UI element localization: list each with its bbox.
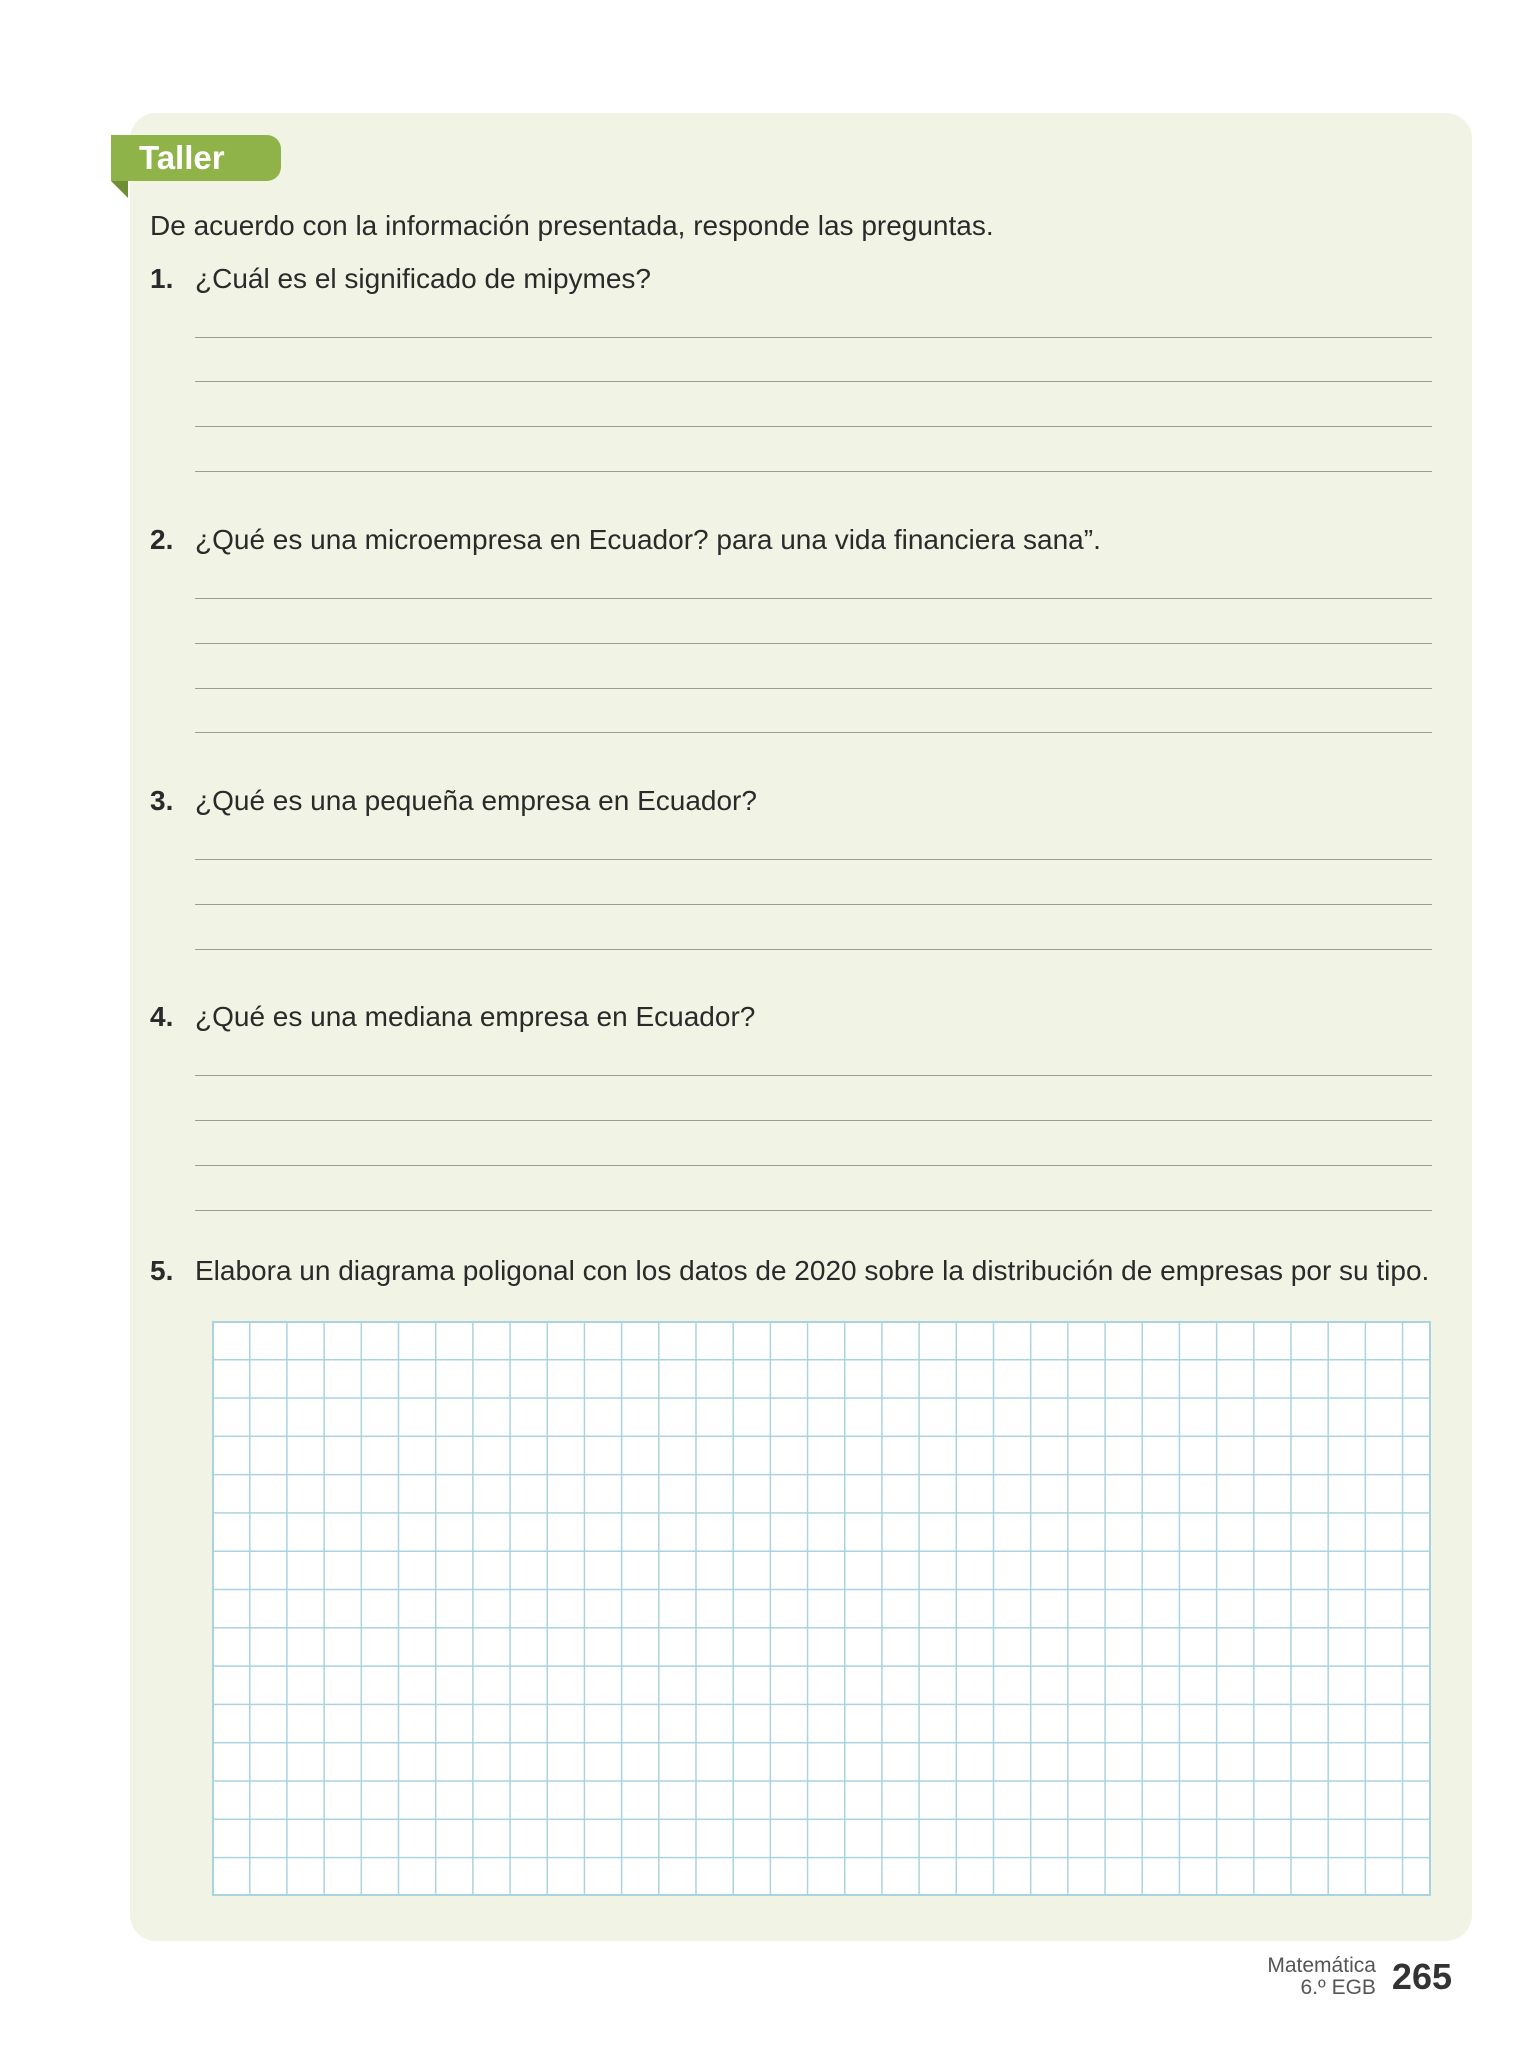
question-text: ¿Qué es una microempresa en Ecuador? para una vida financiera sana”. (195, 524, 1101, 555)
question-1 (150, 261, 651, 297)
footer-subject-block (1267, 1955, 1376, 1999)
answer-line[interactable] (195, 643, 1432, 644)
section-tag: Taller (111, 135, 281, 181)
question-number: 3. (150, 785, 174, 816)
question-3 (150, 783, 757, 819)
page-number: 265 (1391, 1956, 1452, 1997)
instructions: De acuerdo con la información presentada, responde las preguntas. (150, 210, 994, 241)
answer-line[interactable] (195, 337, 1432, 338)
answer-line[interactable] (195, 1210, 1432, 1211)
answer-line[interactable] (195, 426, 1432, 427)
answer-line[interactable] (195, 1165, 1432, 1166)
footer-subject: Matemática (1267, 1954, 1376, 1977)
question-4 (150, 999, 755, 1035)
answer-line[interactable] (195, 598, 1432, 599)
question-text: ¿Cuál es el significado de mipymes? (195, 263, 651, 294)
section-tag-fold (111, 181, 128, 198)
question-text: ¿Qué es una mediana empresa en Ecuador? (195, 1001, 756, 1032)
question-number: 1. (150, 263, 174, 294)
answer-line[interactable] (195, 859, 1432, 860)
question-text: ¿Qué es una pequeña empresa en Ecuador? (195, 785, 757, 816)
answer-line[interactable] (195, 1075, 1432, 1076)
footer-grade: 6.º EGB (1300, 1976, 1376, 1999)
page-footer (1267, 1955, 1452, 1999)
answer-line[interactable] (195, 688, 1432, 689)
answer-line[interactable] (195, 949, 1432, 950)
answer-line[interactable] (195, 1120, 1432, 1121)
graph-paper-grid[interactable] (212, 1321, 1431, 1896)
question-5 (150, 1253, 1429, 1289)
answer-line[interactable] (195, 471, 1432, 472)
answer-line[interactable] (195, 904, 1432, 905)
question-text: Elabora un diagrama poligonal con los datos de 2020 sobre la distribución de empresas por su tipo. (195, 1255, 1430, 1286)
question-2 (150, 522, 1101, 558)
answer-line[interactable] (195, 381, 1432, 382)
question-number: 4. (150, 1001, 174, 1032)
question-number: 5. (150, 1255, 174, 1286)
question-number: 2. (150, 524, 174, 555)
answer-line[interactable] (195, 732, 1432, 733)
